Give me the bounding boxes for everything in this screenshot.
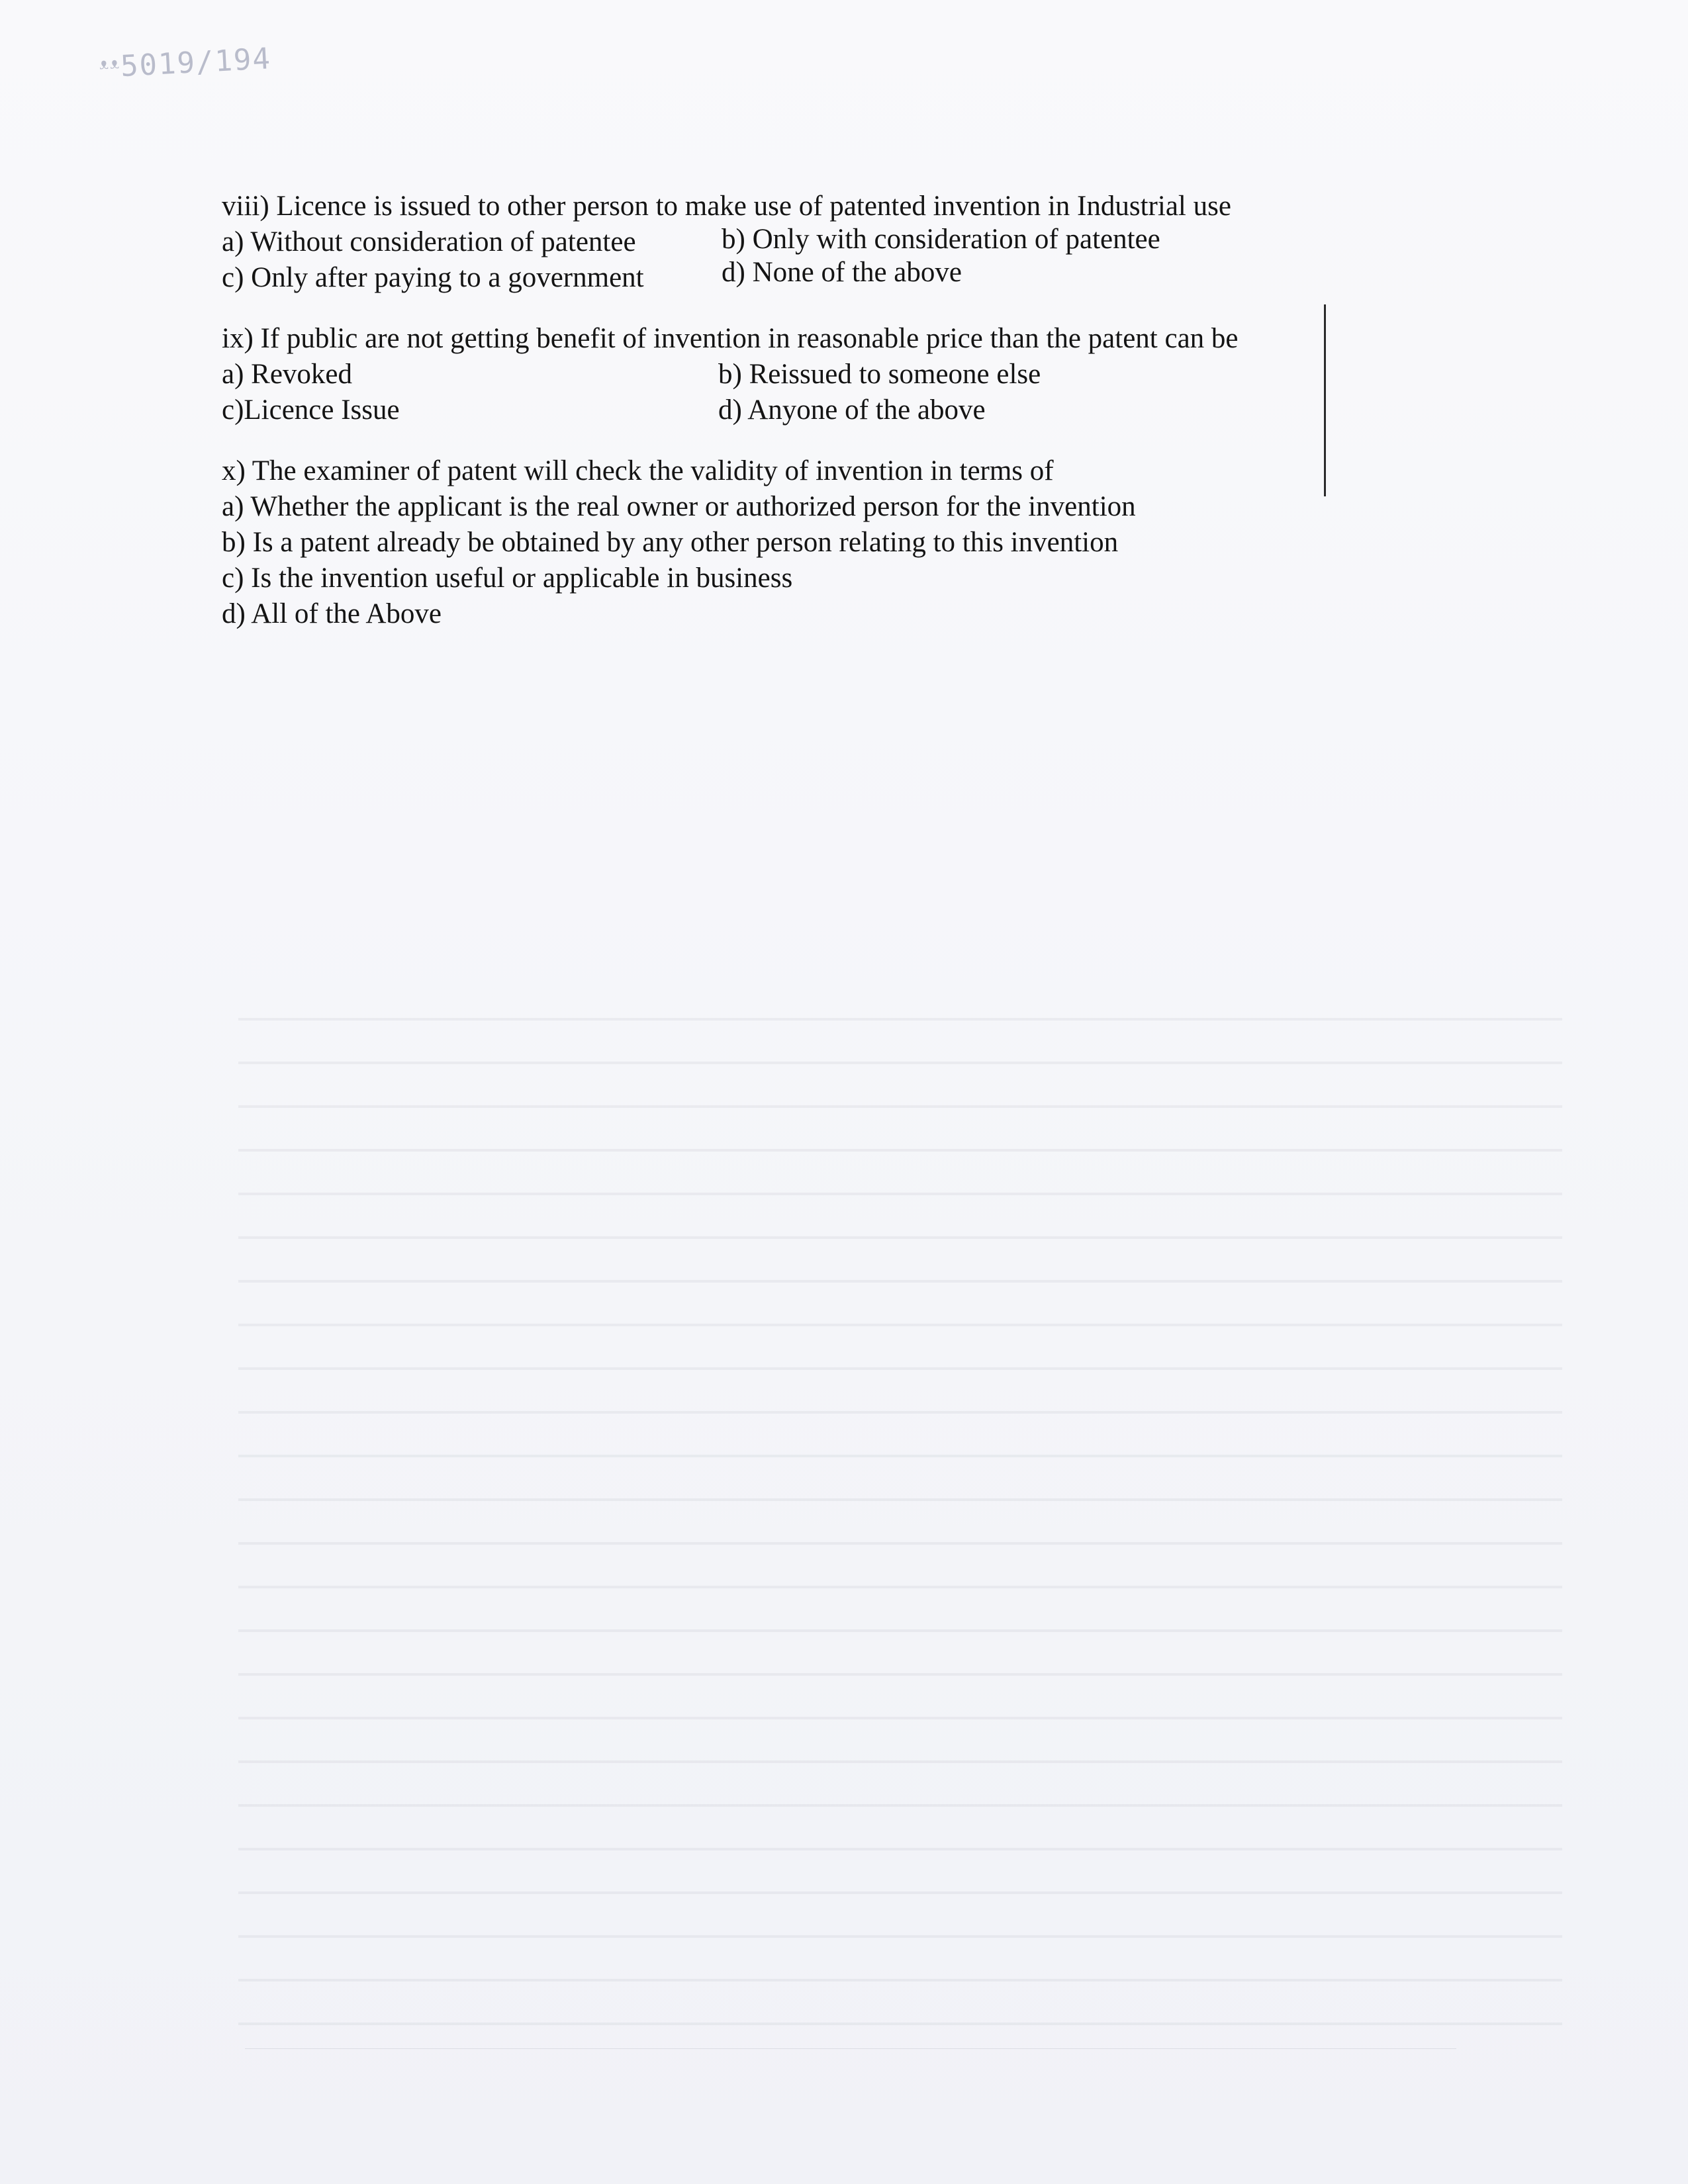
option-a: a) Revoked xyxy=(222,359,353,390)
option-a: a) Whether the applicant is the real owner or authorized person for the invention xyxy=(222,491,1136,522)
options-row xyxy=(222,257,1479,296)
options-row xyxy=(222,392,1479,428)
question-stem: x) The examiner of patent will check the validity of invention in terms of xyxy=(222,455,1054,486)
option-c: c) Is the invention useful or applicable in business xyxy=(222,563,793,594)
option-b: b) Only with consideration of patentee xyxy=(722,224,1160,255)
option-b: b) Reissued to someone else xyxy=(718,359,1041,390)
question-ix xyxy=(222,321,1479,428)
options-row xyxy=(222,357,1479,392)
options-list xyxy=(222,489,1479,632)
option-a: a) Without consideration of patentee xyxy=(222,226,636,257)
question-viii xyxy=(222,189,1479,296)
question-x xyxy=(222,453,1479,632)
option-d: d) None of the above xyxy=(722,257,962,288)
option-c: c) Only after paying to a government xyxy=(222,262,644,293)
question-stem: viii) Licence is issued to other person to make use of patented invention in Industrial use xyxy=(222,191,1231,222)
option-d: d) All of the Above xyxy=(222,598,442,629)
show-through-text xyxy=(238,993,1562,2052)
footer-divider xyxy=(245,2048,1456,2049)
handwritten-mark: ᵜᵜ5019/194 xyxy=(98,42,273,85)
question-stem: ix) If public are not getting benefit of invention in reasonable price than the patent can be xyxy=(222,323,1239,354)
option-d: d) Anyone of the above xyxy=(718,394,986,426)
question-list xyxy=(222,189,1479,657)
option-c: c)Licence Issue xyxy=(222,394,400,426)
option-b: b) Is a patent already be obtained by any other person relating to this invention xyxy=(222,527,1119,558)
